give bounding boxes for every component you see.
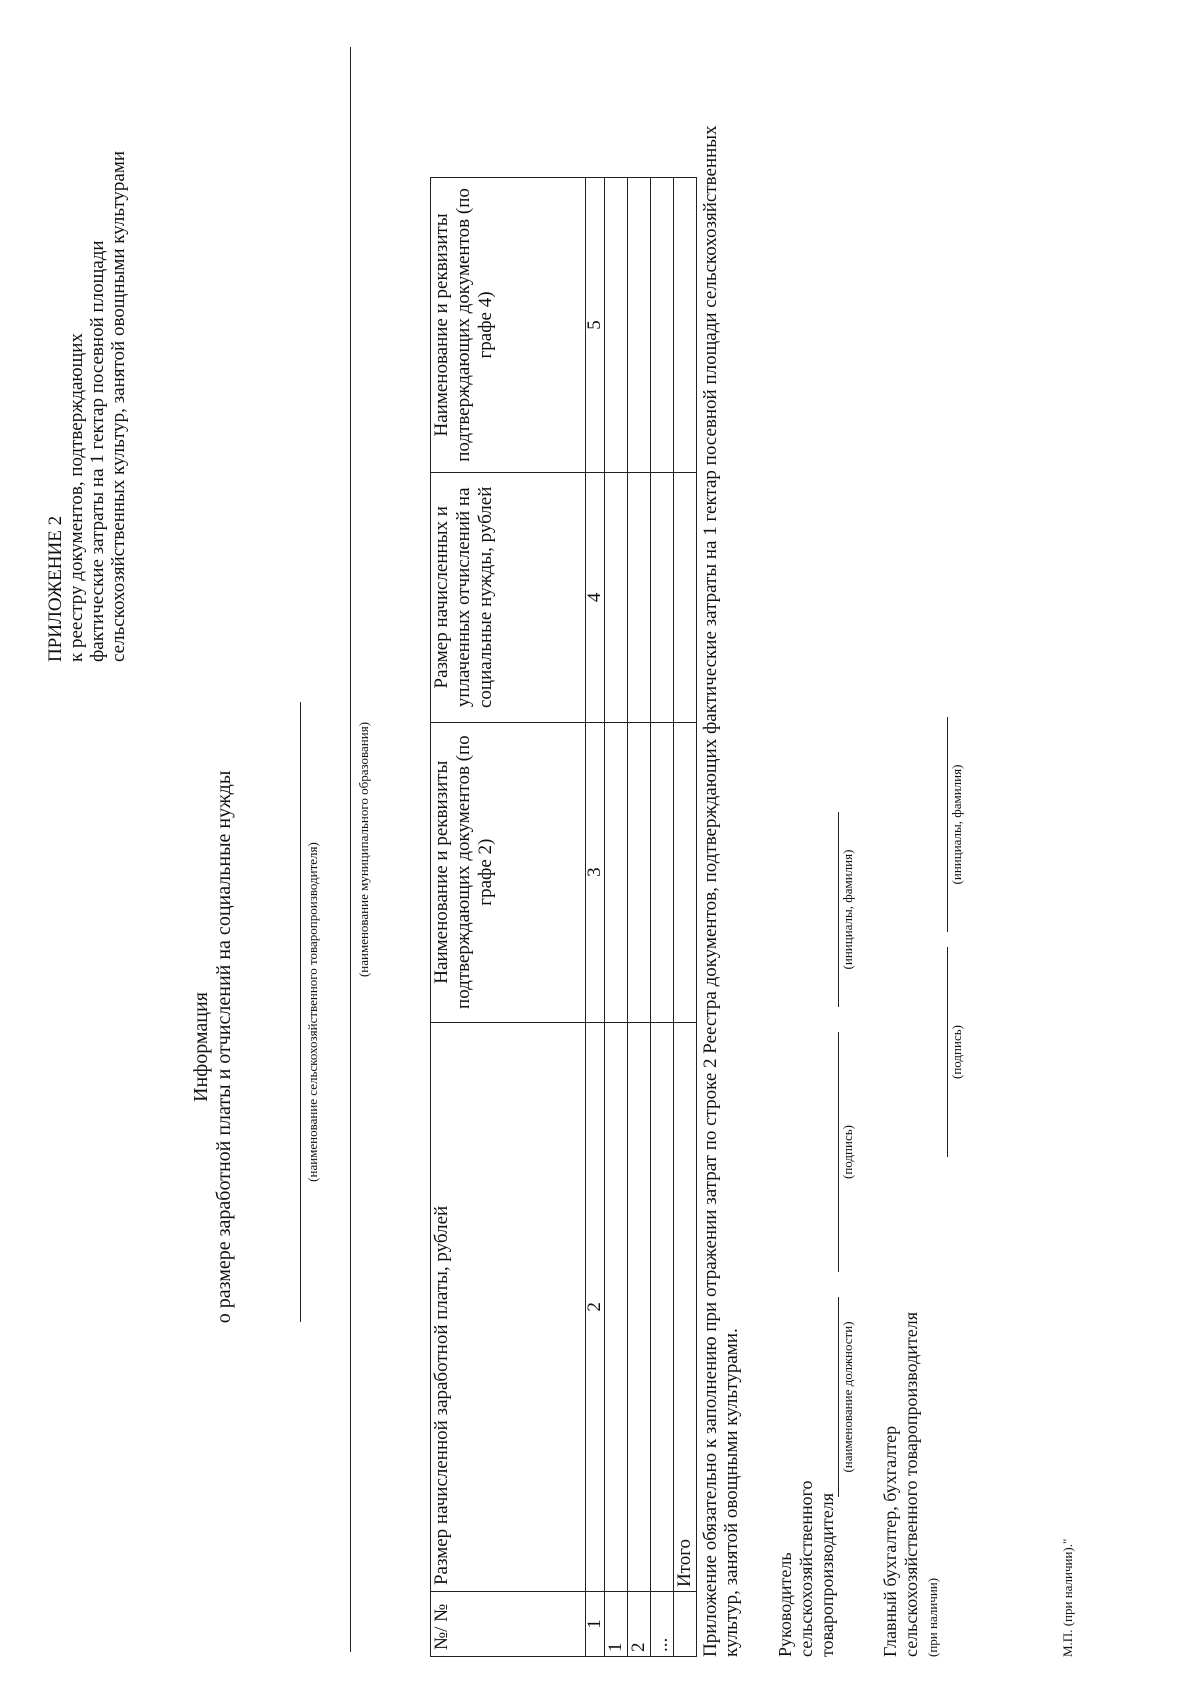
accountant-name-caption: (инициалы, фамилия): [949, 764, 964, 885]
column-header-salary: Размер начисленной заработной платы, рублей: [431, 1022, 586, 1591]
table-cell: 1: [605, 1592, 628, 1657]
table-cell: [605, 722, 628, 1022]
appendix-block: [45, 62, 129, 662]
appendix-line-1: к реестру документов, подтверждающих: [66, 333, 87, 662]
column-number: 4: [586, 472, 605, 722]
municipality-name-line: [350, 47, 351, 1652]
column-header-number: №/ №: [431, 1592, 586, 1657]
stamp-note: М.П. (при наличии).": [1060, 1538, 1075, 1657]
head-signature-line: [838, 1032, 839, 1272]
municipality-caption: (наименование муниципального образования): [356, 721, 371, 978]
table-cell: [605, 472, 628, 722]
table-cell: [605, 1022, 628, 1591]
table-cell: [628, 722, 651, 1022]
table-row: [651, 178, 674, 1657]
table-cell: [674, 178, 697, 473]
head-title-line-1: Руководитель: [775, 1552, 795, 1657]
table-cell: ...: [651, 1592, 674, 1657]
appendix-label: ПРИЛОЖЕНИЕ 2: [45, 515, 66, 662]
producer-name-line: [300, 702, 301, 1322]
column-header-social: Размер начисленных и уплаченных отчислений на социальные нужды, рублей: [431, 472, 586, 722]
table-cell: [628, 1022, 651, 1591]
accountant-title-line-1: Главный бухгалтер, бухгалтер: [880, 1425, 900, 1657]
head-title-line-3: товаропроизводителя: [817, 1492, 837, 1657]
column-header-salary-docs: Наименование и реквизиты подтверждающих документов (по графе 2): [431, 722, 586, 1022]
head-name-caption: (инициалы, фамилия): [840, 849, 855, 970]
table-cell: [651, 1022, 674, 1591]
table-cell: [628, 472, 651, 722]
table-cell: [651, 722, 674, 1022]
head-name-line: [838, 812, 839, 1007]
accountant-name-line: [947, 717, 948, 932]
appendix-line-3: сельскохозяйственных культур, занятой овощными культурами: [108, 150, 129, 662]
table-cell: [674, 472, 697, 722]
head-position-caption: (наименование должности): [840, 1321, 855, 1473]
total-label: Итого: [674, 1022, 697, 1591]
table-cell: 2: [628, 1592, 651, 1657]
table-cell: [674, 722, 697, 1022]
table-row: [605, 178, 628, 1657]
accountant-signature-line: [947, 947, 948, 1157]
table-cell: [651, 472, 674, 722]
table-total-row: [674, 178, 697, 1657]
column-number: 5: [586, 178, 605, 473]
head-signature-caption: (подпись): [840, 1125, 855, 1179]
info-table: [430, 177, 697, 1657]
table-note: Приложение обязательно к заполнению при отражении затрат по строке 2 Реестра документов, подтверждающих фактические затраты на 1 гектар посевной площади сельскохозяйственных культур, занятой овощными культурами.: [700, 125, 742, 1657]
column-number: 1: [586, 1592, 605, 1657]
head-position-line: [838, 1297, 839, 1497]
document-subtitle: о размере заработной платы и отчислений на социальные нужды: [213, 770, 235, 1324]
column-header-social-docs: Наименование и реквизиты подтверждающих документов (по графе 4): [431, 178, 586, 473]
document-title: Информация: [190, 992, 212, 1102]
accountant-signature-caption: (подпись): [949, 1025, 964, 1079]
accountant-title-line-2: сельскохозяйственного товаропроизводителя: [901, 1311, 921, 1657]
head-title: [775, 1480, 838, 1657]
table-cell: [605, 178, 628, 473]
head-title-line-2: сельскохозяйственного: [796, 1480, 816, 1657]
accountant-title: [880, 1312, 943, 1657]
accountant-title-line-3: (при наличии): [925, 1577, 940, 1657]
column-number-row: [586, 178, 605, 1657]
column-number: 3: [586, 722, 605, 1022]
table-cell: [628, 178, 651, 473]
table-row: [628, 178, 651, 1657]
column-number: 2: [586, 1022, 605, 1591]
table-cell: [674, 1592, 697, 1657]
table-header-row: [431, 178, 586, 1657]
appendix-line-2: фактические затраты на 1 гектар посевной площади: [87, 240, 108, 662]
table-cell: [651, 178, 674, 473]
producer-caption: (наименование сельскохозяйственного товаропроизводителя): [305, 842, 320, 1182]
